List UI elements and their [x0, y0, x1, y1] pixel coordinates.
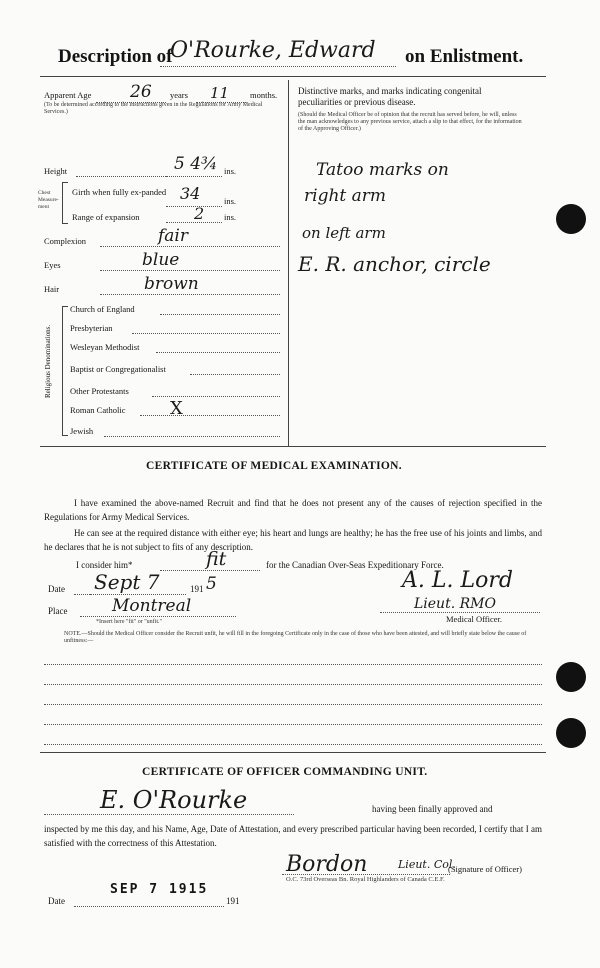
range-value: 2	[194, 204, 205, 223]
section-rule-2	[40, 752, 546, 753]
religion-mark: X	[170, 398, 183, 419]
complexion-value: fair	[158, 226, 188, 246]
girth-ins: ins.	[224, 196, 237, 206]
hair-value: brown	[144, 274, 199, 294]
oc-officer-signature: Bordon	[286, 852, 368, 877]
medical-officer-label: Medical Officer.	[446, 614, 503, 624]
medical-date-leader	[74, 594, 90, 595]
marks-line-1: Tatoo marks on	[316, 160, 449, 180]
complexion-line	[100, 246, 280, 247]
religion-roman-catholic: Roman Catholic	[70, 405, 126, 415]
oc-signature-line	[44, 814, 294, 815]
insert-note: *Insert here "fit" or "unfit."	[96, 619, 162, 625]
oc-recruit-signature: E. O'Rourke	[100, 786, 248, 814]
distinctive-marks-note: (Should the Medical Officer be of opinion that the recruit has served before, he will, unless the man acknowledges to any previous service, attach a slip to that effect, for the information of the Approving Officer.)	[298, 112, 522, 132]
consider-value: fit	[206, 548, 227, 570]
religion-side-label: Religious Denominations.	[44, 324, 52, 398]
height-value: 5 4¾	[174, 154, 218, 174]
medical-place-line	[80, 616, 236, 617]
medical-signature-line	[380, 612, 540, 613]
chest-label: Chest Measure-ment	[38, 190, 59, 210]
header-on-enlistment: on Enlistment.	[405, 46, 524, 67]
height-leader	[76, 176, 166, 177]
hair-label: Hair	[44, 284, 60, 294]
eyes-line	[100, 270, 280, 271]
header-name-line	[160, 66, 396, 67]
apparent-age-months: 11	[210, 84, 230, 102]
oc-officer-line	[282, 874, 450, 875]
oc-title: CERTIFICATE OF OFFICER COMMANDING UNIT.	[142, 766, 428, 778]
distinctive-marks-label: Distinctive marks, and marks indicating congenital peculiarities or previous disease.	[298, 86, 482, 107]
punch-hole-3	[556, 718, 586, 748]
medical-para-2: He can see at the required distance with either eye; his heart and lungs are healthy; he has the free use of his joints and limbs, and he declares that he is not subject to fits of any description.	[44, 528, 542, 552]
oc-date-line	[74, 906, 224, 907]
medical-year-hand: 5	[206, 574, 217, 594]
years-label: years	[170, 90, 188, 100]
medical-place-value: Montreal	[112, 596, 192, 616]
unfit-line-5	[44, 744, 542, 745]
unfit-line-1	[44, 664, 542, 665]
header-rule	[40, 76, 546, 77]
apparent-age-label: Apparent Age	[44, 90, 92, 100]
religion-church-of-england: Church of England	[70, 304, 135, 314]
medical-signature: A. L. Lord	[402, 568, 513, 593]
oc-para: inspected by me this day, and his Name, Age, Date of Attestation, and every prescribed particular having been recorded, I certify that I am satisfied with the correctness of this Attestation.	[44, 824, 542, 848]
complexion-label: Complexion	[44, 236, 87, 246]
height-ins: ins.	[224, 166, 237, 176]
oc-officer-rank: Lieut. Col.	[398, 858, 456, 871]
marks-line-4: E. R. anchor, circle	[298, 252, 491, 276]
punch-hole-2	[556, 662, 586, 692]
eyes-value: blue	[142, 250, 180, 270]
range-ins: ins.	[224, 212, 237, 222]
punch-hole-1	[556, 204, 586, 234]
oc-year-printed: 191	[226, 896, 240, 906]
section-rule-1	[40, 446, 546, 447]
religion-line-2	[132, 333, 280, 334]
range-label: Range of expansion	[72, 212, 140, 222]
range-line	[166, 222, 222, 223]
header-description-of: Description of	[58, 46, 173, 67]
girth-value: 34	[180, 184, 201, 203]
medical-title: CERTIFICATE OF MEDICAL EXAMINATION.	[146, 460, 402, 472]
header-name: O'Rourke, Edward	[170, 38, 376, 63]
medical-date-label: Date	[48, 584, 65, 594]
months-label: months.	[250, 90, 278, 100]
religion-other-protestants: Other Protestants	[70, 386, 129, 396]
medical-place-label: Place	[48, 606, 68, 616]
eyes-label: Eyes	[44, 260, 61, 270]
religion-presbyterian: Presbyterian	[70, 323, 113, 333]
religion-line-6	[140, 415, 280, 416]
religion-line-4	[190, 374, 280, 375]
religion-bracket	[62, 306, 68, 436]
oc-date-stamp: SEP 7 1915	[110, 882, 209, 897]
religion-line-7	[104, 436, 280, 437]
oc-unit: O.C. 73rd Overseas Bn. Royal Highlanders of Canada C.E.F.	[286, 876, 445, 883]
consider-label: I consider him*	[76, 560, 133, 570]
medical-signature-rank: Lieut. RMO	[414, 596, 496, 612]
consider-line	[160, 570, 260, 571]
medical-date-value: Sept 7	[94, 570, 160, 594]
consider-suffix: for the Canadian Over-Seas Expeditionary Force.	[266, 560, 444, 570]
oc-date-label: Date	[48, 896, 65, 906]
religion-jewish: Jewish	[70, 426, 94, 436]
marks-line-3: on left arm	[302, 224, 386, 242]
unfit-line-2	[44, 684, 542, 685]
height-line	[166, 176, 222, 177]
unfit-line-3	[44, 704, 542, 705]
religion-baptist: Baptist or Congregationalist	[70, 364, 166, 374]
marks-line-2: right arm	[304, 186, 387, 206]
column-divider	[288, 80, 289, 446]
unfit-line-4	[44, 724, 542, 725]
medical-year-printed: 191	[190, 584, 204, 594]
oc-text-suffix: having been finally approved and	[372, 804, 493, 814]
height-label: Height	[44, 166, 68, 176]
religion-line-5	[152, 396, 280, 397]
girth-label: Girth when fully ex-panded	[72, 187, 167, 197]
medical-para-1: I have examined the above-named Recruit and find that he does not present any of the causes of rejection specified in the Regulations for Army Medical Services.	[44, 498, 542, 522]
religion-line-3	[156, 352, 280, 353]
medical-note: NOTE.—Should the Medical Officer consider the Recruit unfit, he will fill in the foregoing Certificate only in the case of those who have been attested, and will briefly state below the cause of unfitness:—	[64, 631, 527, 644]
chest-bracket	[62, 182, 68, 224]
religion-wesleyan: Wesleyan Methodist	[70, 342, 140, 352]
age-note: (To be determined according to the instructions given in the Regulations for Army Medical Services.)	[44, 102, 263, 115]
hair-line	[100, 294, 280, 295]
apparent-age-years: 26	[130, 82, 152, 102]
religion-line-1	[160, 314, 280, 315]
oc-signature-label: (Signature of Officer)	[448, 864, 522, 874]
medical-date-line	[90, 594, 186, 595]
